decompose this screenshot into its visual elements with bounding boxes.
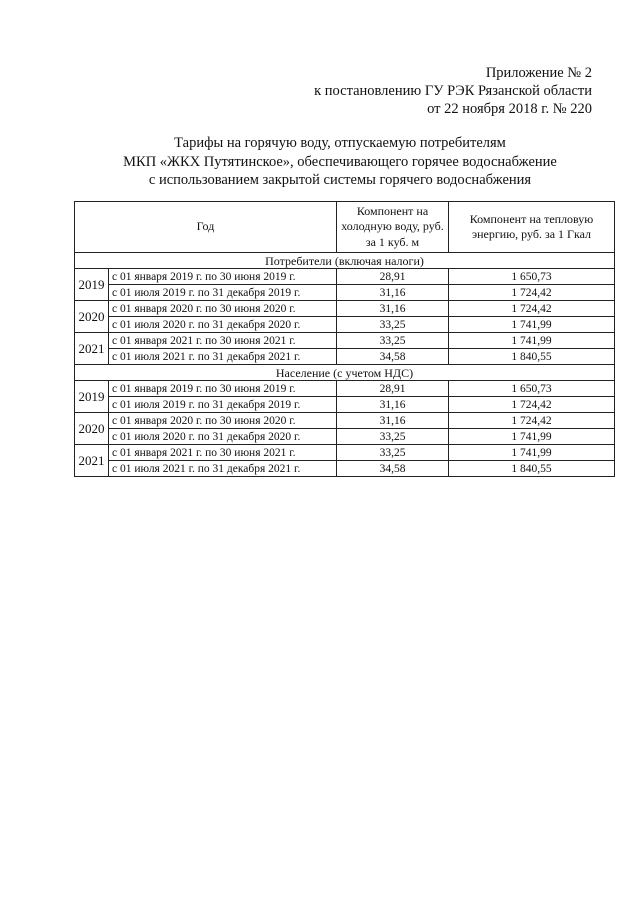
year-cell: 2021 xyxy=(75,445,109,477)
header-year: Год xyxy=(75,202,337,253)
table-row xyxy=(75,269,615,285)
appendix-resolution: к постановлению ГУ РЭК Рязанской области xyxy=(314,83,592,99)
header-heat-energy: Компонент на тепловую энергию, руб. за 1 Гкал xyxy=(449,202,615,253)
section-title: Население (с учетом НДС) xyxy=(75,365,615,381)
table-row xyxy=(75,397,615,413)
cold-water-value: 34,58 xyxy=(337,461,449,477)
cold-water-value: 34,58 xyxy=(337,349,449,365)
cold-water-value: 33,25 xyxy=(337,333,449,349)
section-row xyxy=(75,253,615,269)
period-cell: с 01 января 2021 г. по 30 июня 2021 г. xyxy=(109,333,337,349)
year-cell: 2019 xyxy=(75,269,109,301)
period-cell: с 01 января 2020 г. по 30 июня 2020 г. xyxy=(109,413,337,429)
appendix-number: Приложение № 2 xyxy=(485,65,592,81)
period-cell: с 01 июля 2019 г. по 31 декабря 2019 г. xyxy=(109,285,337,301)
table-row xyxy=(75,285,615,301)
period-cell: с 01 июля 2020 г. по 31 декабря 2020 г. xyxy=(109,317,337,333)
period-cell: с 01 января 2019 г. по 30 июня 2019 г. xyxy=(109,381,337,397)
table-row xyxy=(75,381,615,397)
heat-energy-value: 1 724,42 xyxy=(449,301,615,317)
table-row xyxy=(75,317,615,333)
section-row xyxy=(75,365,615,381)
cold-water-value: 31,16 xyxy=(337,397,449,413)
period-cell: с 01 июля 2020 г. по 31 декабря 2020 г. xyxy=(109,429,337,445)
table-row xyxy=(75,445,615,461)
title-line-1: Тарифы на горячую воду, отпускаемую потребителям xyxy=(174,135,506,151)
year-cell: 2020 xyxy=(75,413,109,445)
section-title: Потребители (включая налоги) xyxy=(75,253,615,269)
cold-water-value: 31,16 xyxy=(337,301,449,317)
heat-energy-value: 1 724,42 xyxy=(449,285,615,301)
cold-water-value: 33,25 xyxy=(337,317,449,333)
heat-energy-value: 1 724,42 xyxy=(449,397,615,413)
cold-water-value: 33,25 xyxy=(337,429,449,445)
heat-energy-value: 1 650,73 xyxy=(449,381,615,397)
tariff-body xyxy=(75,253,615,477)
period-cell: с 01 января 2020 г. по 30 июня 2020 г. xyxy=(109,301,337,317)
table-row xyxy=(75,413,615,429)
period-cell: с 01 июля 2021 г. по 31 декабря 2021 г. xyxy=(109,349,337,365)
table-row xyxy=(75,461,615,477)
cold-water-value: 31,16 xyxy=(337,285,449,301)
appendix-date: от 22 ноября 2018 г. № 220 xyxy=(427,101,592,117)
period-cell: с 01 января 2019 г. по 30 июня 2019 г. xyxy=(109,269,337,285)
table-row xyxy=(75,429,615,445)
appendix-reference xyxy=(314,64,592,118)
title-line-2: МКП «ЖКХ Путятинское», обеспечивающего горячее водоснабжение xyxy=(123,153,557,170)
year-cell: 2021 xyxy=(75,333,109,365)
period-cell: с 01 января 2021 г. по 30 июня 2021 г. xyxy=(109,445,337,461)
cold-water-value: 28,91 xyxy=(337,269,449,285)
table-row xyxy=(75,333,615,349)
table-row xyxy=(75,301,615,317)
table-row xyxy=(75,349,615,365)
cold-water-value: 28,91 xyxy=(337,381,449,397)
period-cell: с 01 июля 2019 г. по 31 декабря 2019 г. xyxy=(109,397,337,413)
title-line-3: с использованием закрытой системы горячего водоснабжения xyxy=(148,172,532,188)
heat-energy-value: 1 650,73 xyxy=(449,269,615,285)
heat-energy-value: 1 741,99 xyxy=(449,445,615,461)
heat-energy-value: 1 840,55 xyxy=(449,349,615,365)
document-title xyxy=(60,134,620,190)
heat-energy-value: 1 741,99 xyxy=(449,333,615,349)
year-cell: 2019 xyxy=(75,381,109,413)
table-header-row xyxy=(75,202,615,253)
tariff-table xyxy=(74,201,615,477)
heat-energy-value: 1 840,55 xyxy=(449,461,615,477)
year-cell: 2020 xyxy=(75,301,109,333)
cold-water-value: 33,25 xyxy=(337,445,449,461)
heat-energy-value: 1 724,42 xyxy=(449,413,615,429)
cold-water-value: 31,16 xyxy=(337,413,449,429)
header-cold-water: Компонент на холодную воду, руб. за 1 куб. м xyxy=(337,202,449,253)
period-cell: с 01 июля 2021 г. по 31 декабря 2021 г. xyxy=(109,461,337,477)
heat-energy-value: 1 741,99 xyxy=(449,429,615,445)
heat-energy-value: 1 741,99 xyxy=(449,317,615,333)
